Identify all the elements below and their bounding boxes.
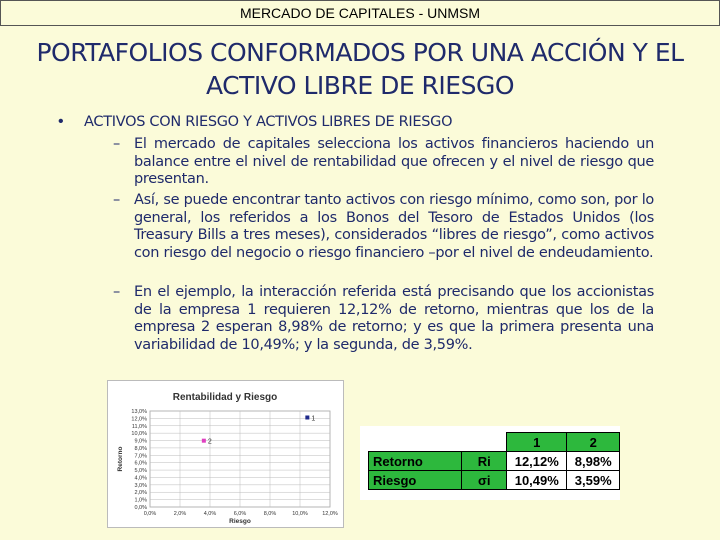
y-tick-label: 13,0% [131,409,147,415]
risk-return-table [368,432,620,490]
table-cell: 3,59% [567,471,620,490]
y-tick-label: 5,0% [134,468,147,475]
table-row-label: Riesgo [369,471,462,490]
y-tick-label: 12,0% [131,416,147,423]
risk-return-table-panel [360,426,620,500]
x-tick-label: 0,0% [143,511,157,517]
chart-title: Rentabilidad y Riesgo [172,392,278,403]
chart-svg [108,381,343,527]
subitem-text: El mercado de capitales selecciona los activos financieros haciendo un balance entre el nivel de rentabilidad que ofrecen y el nivel de riesgo que presentan. [134,136,654,187]
bullet-heading: ACTIVOS CON RIESGO Y ACTIVOS LIBRES DE RIESGO [84,114,453,130]
data-point [305,415,309,419]
data-point [202,439,206,443]
x-axis-label: Riesgo [229,518,251,525]
header-text: MERCADO DE CAPITALES - UNMSM [239,5,481,21]
y-tick-label: 10,0% [131,431,147,438]
dash-icon: – [113,284,121,300]
x-tick-label: 4,0% [203,511,217,517]
y-tick-label: 11,0% [131,423,147,430]
title-line-2: ACTIVO LIBRE DE RIESGO [205,71,515,100]
y-tick-label: 1,0% [134,497,147,504]
table-cell: 8,98% [567,452,620,471]
table-header-row [369,433,620,452]
x-tick-label: 6,0% [233,511,247,517]
table-header-cell: 1 [507,433,567,452]
x-tick-label: 10,0% [292,511,308,517]
table-row-symbol: Ri [462,452,507,471]
y-tick-label: 9,0% [134,438,147,445]
header-bar [0,0,720,26]
page-title [20,36,700,102]
subitem-text: En el ejemplo, la interacción referida está precisando que los accionistas de la empresa 1 requieren 12,12% de retorno, mientras que los de la empresa 2 esperan 8,98% de retorno; y es que la primera presenta una variabilidad de 10,49%; y la segunda, de 3,59%. [134,284,654,353]
table-cell: 12,12% [507,452,567,471]
data-point-label: 2 [207,438,212,446]
y-tick-label: 2,0% [134,490,147,497]
table-row-symbol: σi [462,471,507,490]
risk-return-chart [107,380,344,528]
y-tick-label: 7,0% [134,453,147,460]
table-row [369,471,620,490]
table-cell: 10,49% [507,471,567,490]
dash-icon: – [113,192,121,208]
x-tick-label: 8,0% [263,511,277,517]
y-tick-label: 3,0% [134,482,147,489]
data-point-label: 1 [311,415,316,423]
table-row [369,452,620,471]
x-tick-label: 12,0% [322,511,338,517]
subitem-text: Así, se puede encontrar tanto activos con riesgo mínimo, como son, por lo general, los referidos a los Bonos del Tesoro de Estados Unidos (los Treasury Bills a tres meses), considerados “libres de riesgo”, como activos con riesgo del negocio o riesgo financiero –por el nivel de endeudamiento. [134,192,654,261]
title-line-1: PORTAFOLIOS CONFORMADOS POR UNA ACCIÓN Y EL [36,38,684,67]
x-tick-label: 2,0% [173,511,187,517]
y-tick-label: 6,0% [134,460,147,467]
bullet-icon: • [58,113,64,130]
y-tick-label: 0,0% [134,505,147,511]
y-tick-label: 4,0% [134,475,147,482]
table-header-cell: 2 [567,433,620,452]
y-axis-label: Retorno [117,446,124,472]
dash-icon: – [113,136,121,152]
y-tick-label: 8,0% [134,445,147,452]
table-row-label: Retorno [369,452,462,471]
